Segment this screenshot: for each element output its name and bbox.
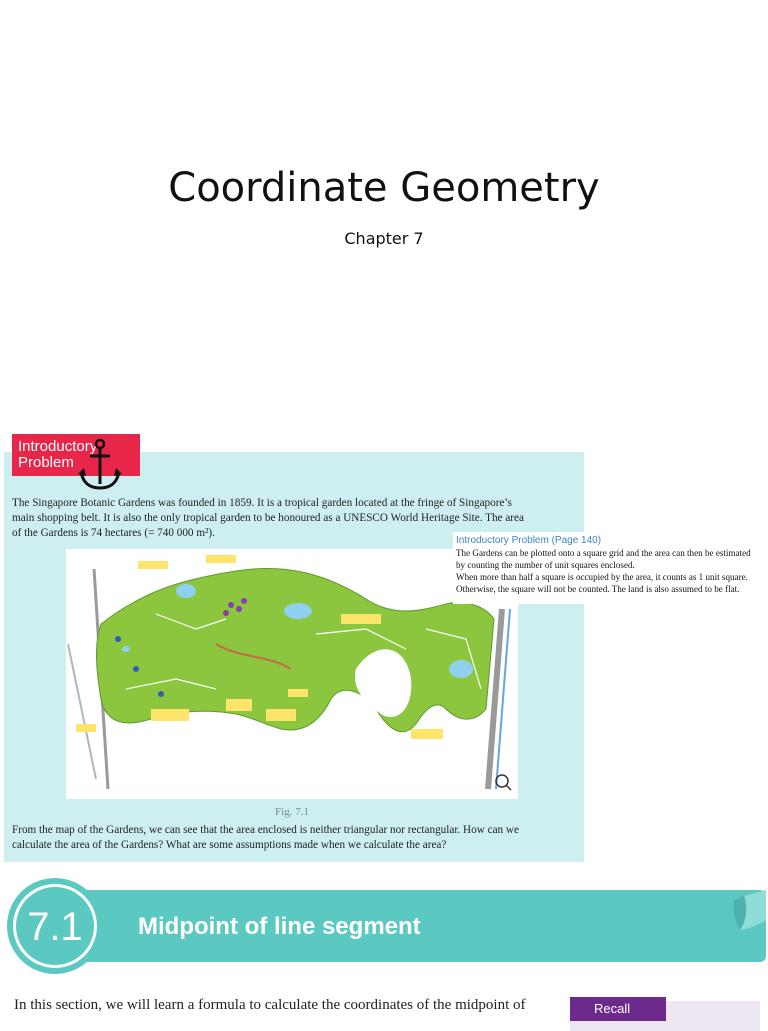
- anchor-icon: [78, 438, 124, 492]
- section-title: Midpoint of line segment: [138, 913, 421, 940]
- note-line: The Gardens can be plotted onto a square grid and the area can then be estimated: [456, 548, 751, 558]
- intro-line: main shopping belt. It is also the only tropical garden to be honoured as a UNESCO World Heritage Site. The area: [12, 512, 524, 524]
- section-intro-text: In this section, we will learn a formula to calculate the coordinates of the midpoint of: [14, 997, 526, 1013]
- question-line: calculate the area of the Gardens? What are some assumptions made when we calculate the area?: [12, 839, 447, 851]
- recall-label: Recall: [570, 997, 666, 1021]
- note-title: Introductory Problem (Page 140): [456, 535, 602, 546]
- slide-title: Coordinate Geometry: [168, 165, 600, 211]
- note-line: When more than half a square is occupied by the area, it counts as 1 unit square.: [456, 572, 748, 582]
- intro-badge-line1: Introductory: [18, 438, 98, 455]
- intro-line: of the Gardens is 74 hectares (= 740 000 m²).: [12, 527, 215, 539]
- page-reference-note: [453, 532, 768, 604]
- intro-badge-line2: Problem: [18, 454, 74, 471]
- intro-line: The Singapore Botanic Gardens was founded in 1859. It is a tropical garden located at the fringe of Singapore’s: [12, 497, 512, 509]
- intro-question: [12, 823, 578, 853]
- slide-subtitle: Chapter 7: [344, 229, 424, 248]
- page-fold-icon: [724, 890, 766, 930]
- note-line: Otherwise, the square will not be counted. The land is also assumed to be flat.: [456, 584, 740, 594]
- question-line: From the map of the Gardens, we can see that the area enclosed is neither triangular nor rectangular. How can we: [12, 824, 519, 836]
- section-number: 7.1: [16, 887, 94, 965]
- figure-caption: Fig. 7.1: [275, 806, 309, 818]
- note-line: by counting the number of unit squares enclosed.: [456, 560, 635, 570]
- botanic-gardens-map: [66, 549, 518, 799]
